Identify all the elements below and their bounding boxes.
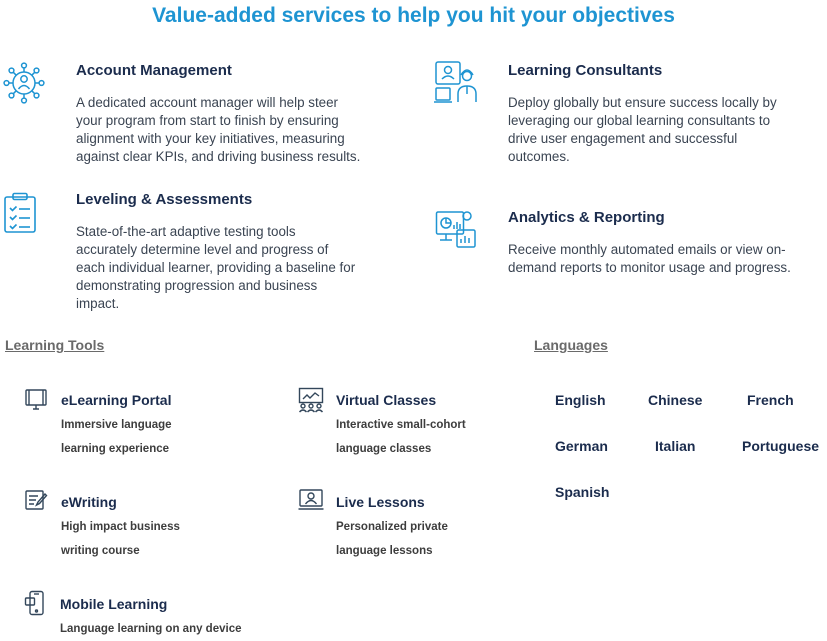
network-user-icon	[3, 62, 45, 104]
learning-tools-heading: Learning Tools	[5, 337, 105, 353]
language-item: English	[555, 392, 606, 408]
tool-description: Interactive small-cohort language classes	[336, 419, 466, 455]
tool-title: Virtual Classes	[336, 392, 437, 408]
language-item: German	[555, 438, 608, 454]
clipboard-checklist-icon	[3, 192, 37, 234]
monitor-icon	[24, 387, 48, 416]
service-title: Leveling & Assessments	[76, 191, 253, 208]
service-title: Analytics & Reporting	[508, 209, 665, 226]
page-title: Value-added services to help you hit your objectives	[152, 4, 675, 27]
service-title: Account Management	[76, 62, 232, 79]
language-item: Spanish	[555, 484, 610, 500]
writing-icon	[24, 488, 48, 517]
tool-title: eWriting	[61, 494, 117, 510]
service-description: A dedicated account manager will help steer your program from start to finish by ensuring alignment with your key initiatives, measuring against clear KPIs, and driving business results.	[76, 95, 361, 164]
presentation-board-icon	[298, 387, 324, 418]
tool-title: Live Lessons	[336, 494, 425, 510]
language-item: Italian	[655, 438, 696, 454]
service-description: Receive monthly automated emails or view on- demand reports to monitor usage and progress.	[508, 242, 791, 275]
tool-description: Language learning on any device	[60, 623, 242, 635]
languages-heading: Languages	[534, 337, 608, 353]
tool-description: Immersive language learning experience	[61, 419, 172, 455]
tool-title: eLearning Portal	[61, 392, 172, 408]
service-description: State-of-the-art adaptive testing tools accurately determine level and progress of each individual learner, providing a baseline for demonstrating progression and business impact.	[76, 224, 356, 311]
service-title: Learning Consultants	[508, 62, 663, 79]
mobile-phone-icon	[24, 590, 48, 621]
language-item: Chinese	[648, 392, 703, 408]
tool-description: High impact business writing course	[61, 521, 180, 557]
tool-title: Mobile Learning	[60, 596, 168, 612]
consultant-icon	[434, 60, 480, 106]
language-item: Portuguese	[742, 438, 820, 454]
language-item: French	[747, 392, 794, 408]
service-description: Deploy globally but ensure success locally by leveraging our global learning consultants to drive user engagement and successful outcomes.	[508, 95, 777, 164]
analytics-dashboard-icon	[435, 209, 477, 249]
video-call-icon	[298, 488, 324, 517]
tool-description: Personalized private language lessons	[336, 521, 448, 557]
